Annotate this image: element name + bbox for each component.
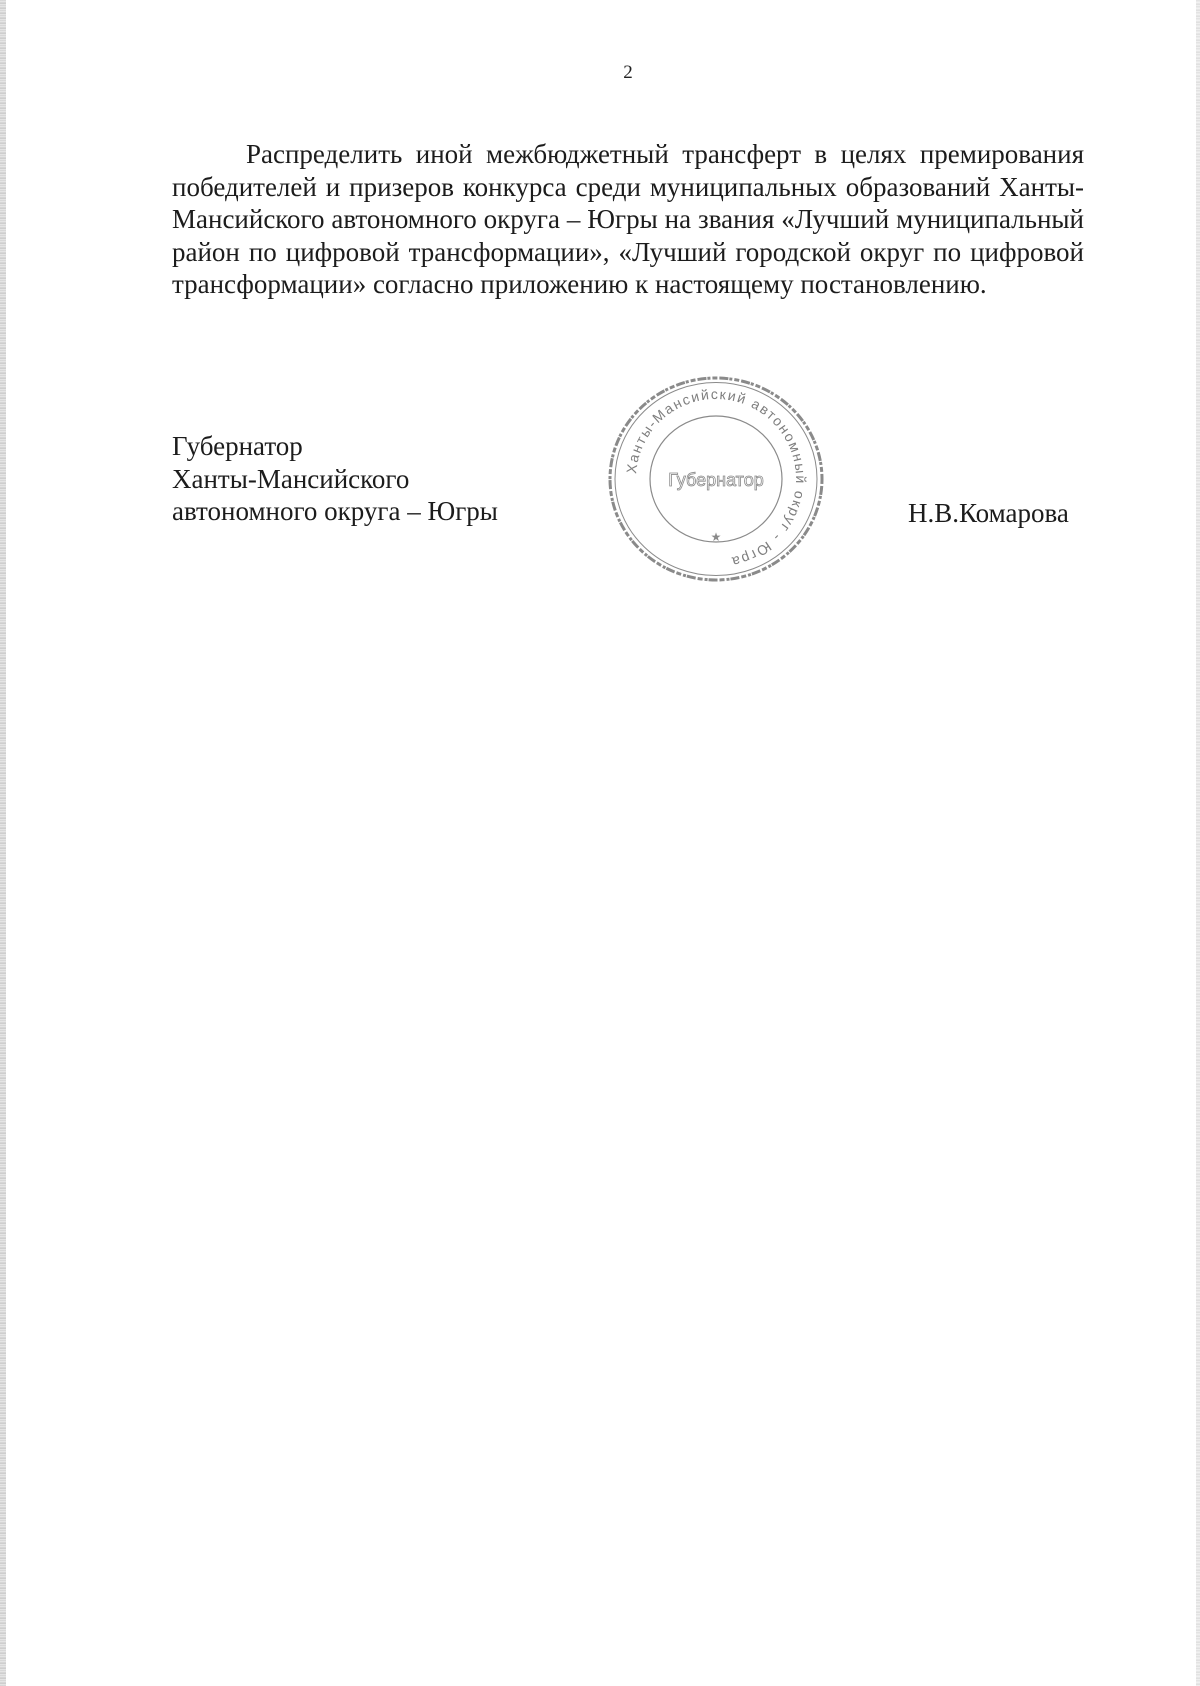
official-seal [603,370,829,588]
signatory-title-line-1: Губернатор [172,431,303,461]
signer-name: Н.В.Комарова [908,498,1069,528]
scan-edge-right [1196,0,1200,1686]
page-number: 2 [623,62,633,83]
scan-edge-left [0,0,6,1686]
seal-center-text: Губернатор [668,470,764,490]
signatory-title-line-2: Ханты-Мансийского [172,463,410,494]
seal-graphic [603,370,829,588]
seal-ring-text: Ханты-Мансийский автономный округ - Югра [623,385,810,571]
signatory-title [172,430,498,528]
seal-star-icon: ★ [710,530,722,544]
body-paragraph: Распределить иной межбюджетный трансферт в целях премирования победителей и призеров конкурса среди муниципальных образований Ханты-Мансийского автономного округа – Югры на звания «Лучший муниципальный район по цифровой трансформации», «Лучший городской округ по цифровой трансформации» согласно приложению к настоящему постановлению. [172,139,1084,300]
signatory-title-line-3: автономного округа – Югры [172,496,498,526]
